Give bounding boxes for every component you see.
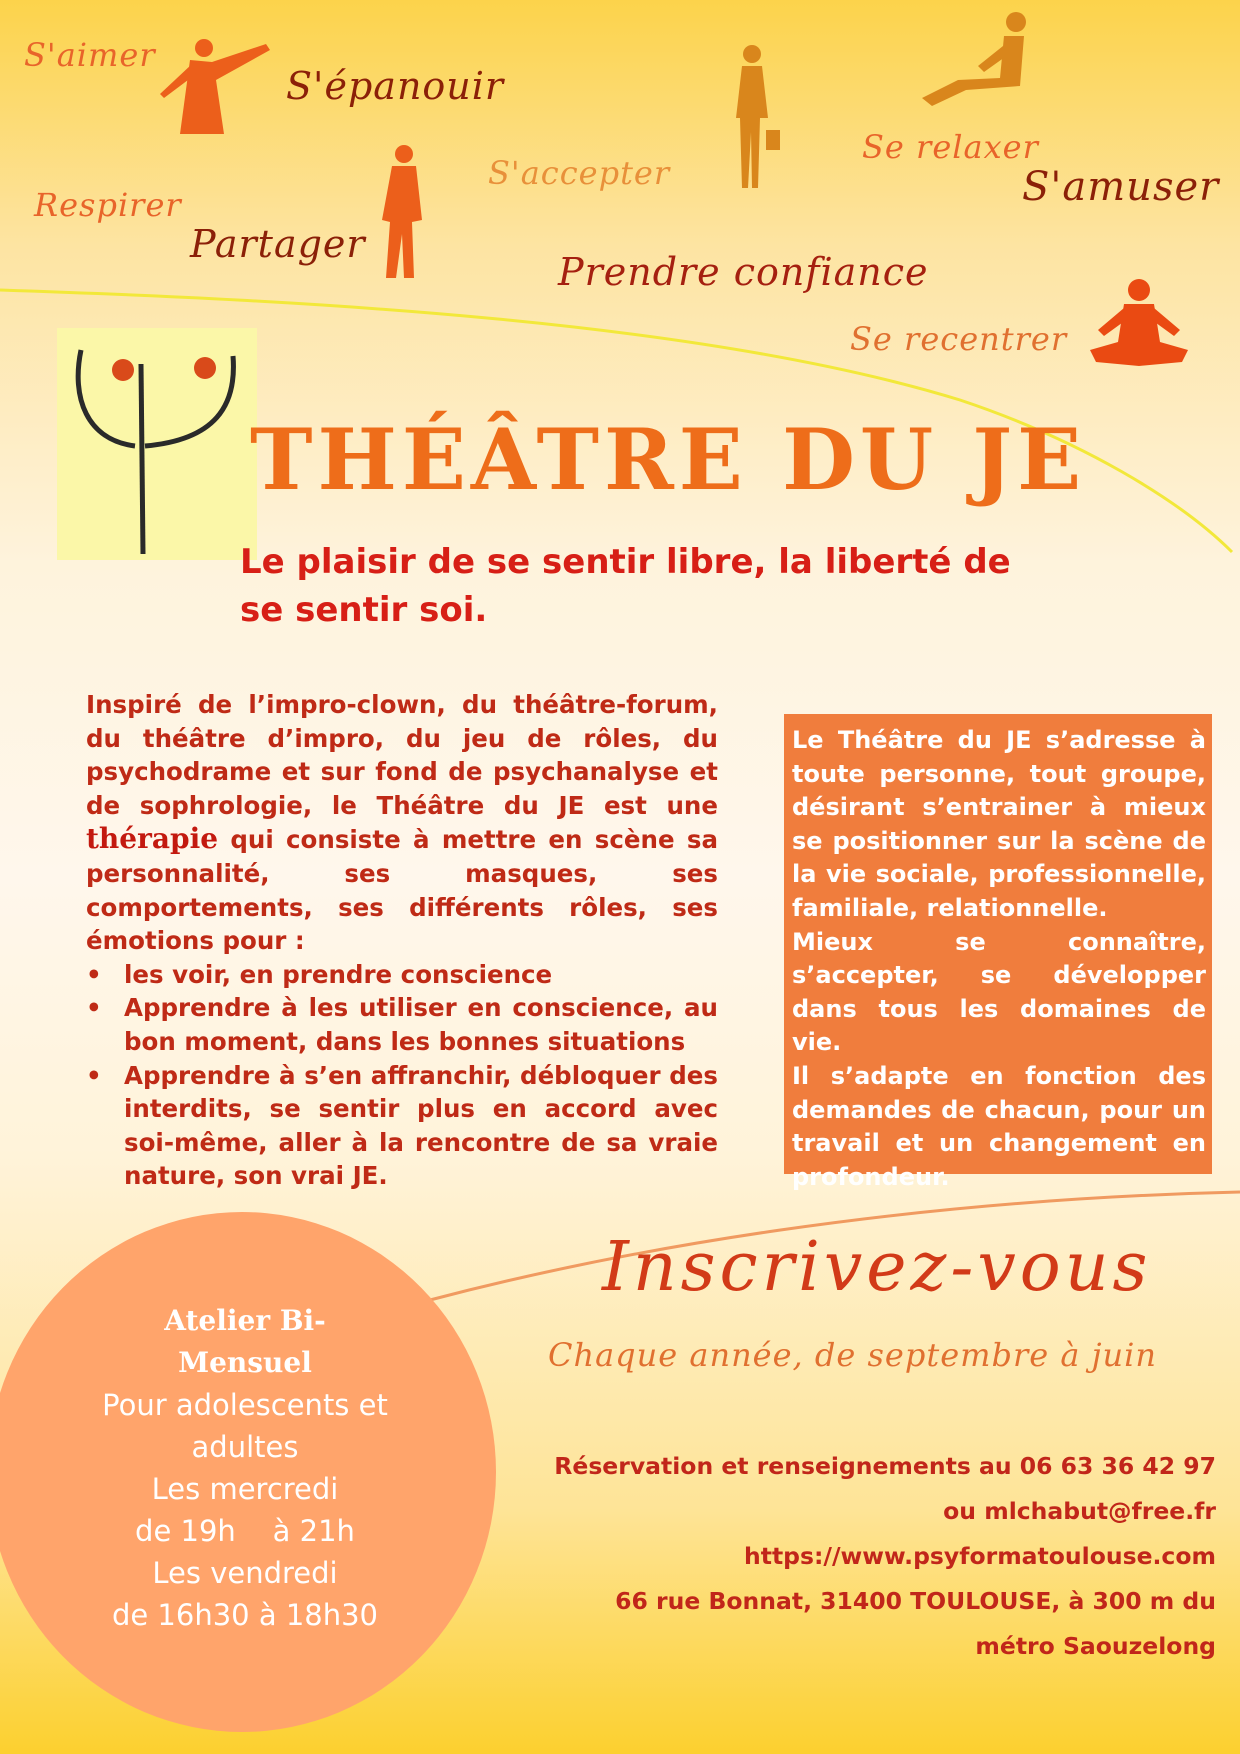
therapie-keyword: thérapie: [86, 822, 219, 856]
metro-line: métro Saouzelong: [975, 1632, 1216, 1660]
atelier-title-line: Mensuel: [178, 1346, 312, 1379]
contact-block: [500, 1444, 1216, 1669]
word-se-relaxer: Se relaxer: [862, 128, 1039, 166]
phone-line: Réservation et renseignements au 06 63 36 42 97: [554, 1452, 1216, 1480]
list-item: • Apprendre à les utiliser en conscience, au bon moment, dans les bonnes situations: [86, 993, 718, 1056]
atelier-line: de 16h30 à 18h30: [111, 1598, 379, 1632]
intro-text-continued: qui consiste à mettre en scène sa personnalité, ses masques, ses comportements, ses différents rôles, ses émotions pour :: [86, 825, 719, 956]
word-s-epanouir: S'épanouir: [286, 64, 505, 108]
sitting-person-icon: [908, 6, 1038, 118]
address-line: 66 rue Bonnat, 31400 TOULOUSE, à 300 m du: [615, 1587, 1216, 1615]
audience-paragraph: Le Théâtre du JE s’adresse à toute personne, tout groupe, désirant s’entrainer à mieux se positionner sur la scène de la vie sociale, professionnelle, familiale, relationnelle.: [792, 726, 1206, 922]
website-link[interactable]: https://www.psyformatoulouse.com: [743, 1542, 1216, 1570]
word-s-amuser: S'amuser: [1022, 164, 1220, 210]
list-item: • Apprendre à s’en affranchir, débloquer des interdits, se sentir plus en accord avec soi-même, aller à la rencontre de sa vraie nature, son vrai JE.: [86, 1060, 718, 1191]
word-s-aimer: S'aimer: [24, 36, 156, 74]
standing-woman-with-bag-icon: [718, 42, 788, 190]
word-s-accepter: S'accepter: [488, 154, 671, 192]
audience-box: [784, 714, 1212, 1191]
goals-list: [86, 958, 718, 1193]
word-partager: Partager: [190, 222, 366, 266]
atelier-title-line: Atelier Bi-: [164, 1304, 326, 1337]
list-item: • les voir, en prendre conscience: [86, 959, 553, 989]
adaptation-paragraph: Il s’adapte en fonction des demandes de chacun, pour un travail et un changement en profondeur.: [792, 1061, 1206, 1191]
atelier-line: adultes: [191, 1430, 299, 1464]
psi-letter-icon: [57, 328, 257, 560]
atelier-line: Les vendredi: [152, 1556, 338, 1590]
subtitle: Le plaisir de se sentir libre, la liberté de se sentir soi.: [240, 542, 1011, 630]
arms-open-person-icon: [150, 34, 280, 134]
description-text: [86, 688, 718, 1193]
inscrivez-vous-heading: Inscrivez-vous: [602, 1228, 1152, 1307]
atelier-line: de 19h à 21h: [135, 1514, 355, 1548]
word-prendre-confiance: Prendre confiance: [558, 250, 929, 294]
intro-text: Inspiré de l’impro-clown, du théâtre-forum, du théâtre d’impro, du jeu de rôles, du psychodrame et sur fond de psychanalyse et de sophrologie, le Théâtre du JE est une: [86, 690, 718, 820]
atelier-line: Pour adolescents et: [102, 1388, 388, 1422]
word-respirer: Respirer: [34, 186, 182, 224]
psi-logo: [57, 328, 257, 560]
season-text: Chaque année, de septembre à juin: [548, 1336, 1157, 1374]
word-se-recentrer: Se recentrer: [850, 320, 1068, 358]
page-title: THÉÂTRE DU JE: [250, 410, 1087, 509]
atelier-info: [40, 1300, 450, 1636]
email-link[interactable]: ou mlchabut@free.fr: [943, 1497, 1216, 1525]
walking-person-icon: [368, 142, 438, 280]
benefits-paragraph: Mieux se connaître, s’accepter, se développer dans tous les domaines de vie.: [792, 927, 1206, 1057]
meditating-person-icon: [1084, 276, 1194, 372]
atelier-line: Les mercredi: [151, 1472, 339, 1506]
